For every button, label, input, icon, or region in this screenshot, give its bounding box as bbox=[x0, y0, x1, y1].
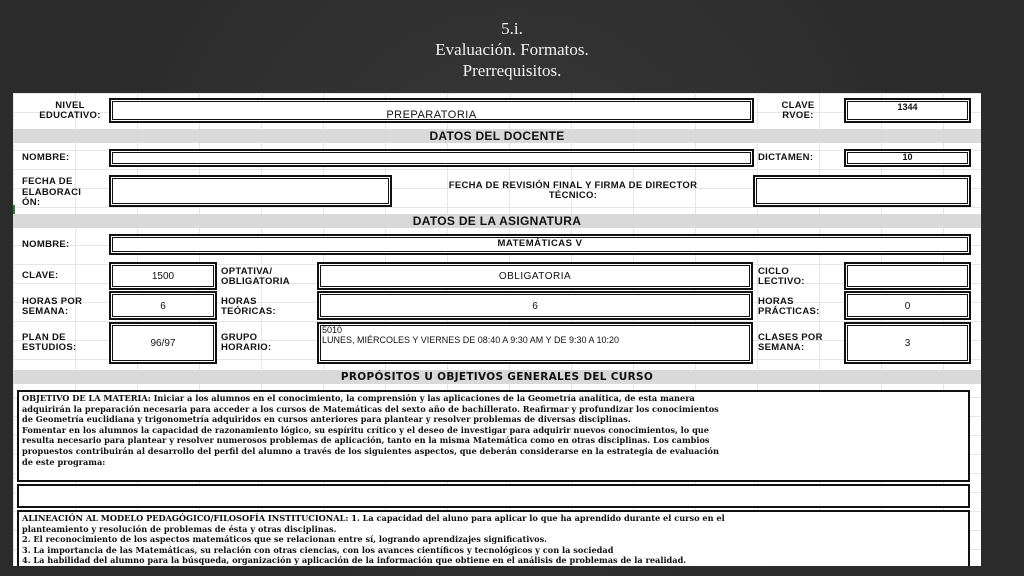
fecha-revision-field[interactable] bbox=[753, 175, 971, 207]
clave-value: 1500 bbox=[151, 271, 175, 282]
datos-asignatura-header: DATOS DE LA ASIGNATURA bbox=[13, 214, 981, 228]
slide-title-sub: Prerrequisitos. bbox=[462, 61, 562, 80]
horas-practicas-label: HORAS PRÁCTICAS: bbox=[758, 296, 820, 317]
horas-practicas-field[interactable] bbox=[844, 291, 971, 320]
ciclo-field[interactable] bbox=[844, 262, 971, 290]
slide-title-main: Evaluación. Formatos. bbox=[435, 40, 589, 59]
grupo-horario-field[interactable] bbox=[317, 322, 753, 364]
ciclo-label: CICLO LECTIVO: bbox=[758, 266, 805, 287]
spreadsheet-form bbox=[13, 93, 981, 566]
dictamen-label: DICTAMEN: bbox=[758, 152, 814, 163]
horas-teoricas-field[interactable] bbox=[317, 291, 753, 320]
asignatura-nombre-label: NOMBRE: bbox=[22, 239, 70, 250]
optativa-value: OBLIGATORIA bbox=[498, 271, 572, 282]
optativa-field[interactable] bbox=[317, 262, 753, 290]
clave-rvoe-value: 1344 bbox=[897, 102, 918, 112]
clases-semana-label: CLASES POR SEMANA: bbox=[758, 332, 823, 353]
propositos-header: PROPÓSITOS U OBJETIVOS GENERALES DEL CURSO bbox=[13, 370, 981, 384]
asignatura-nombre-value: MATEMÁTICAS V bbox=[497, 238, 583, 249]
empty-text-box[interactable] bbox=[17, 484, 970, 508]
slide-title bbox=[0, 18, 1024, 81]
plan-estudios-label: PLAN DE ESTUDIOS: bbox=[22, 332, 77, 353]
optativa-label: OPTATIVA/ OBLIGATORIA bbox=[221, 266, 290, 287]
plan-estudios-value: 96/97 bbox=[150, 338, 176, 349]
datos-docente-header: DATOS DEL DOCENTE bbox=[13, 129, 981, 143]
horas-teoricas-value: 6 bbox=[532, 301, 538, 312]
fecha-elaboracion-label: FECHA DE ELABORACI ÓN: bbox=[22, 176, 82, 208]
plan-estudios-field[interactable] bbox=[109, 322, 217, 364]
alineacion-modelo-text: ALINEACIÓN AL MODELO PEDAGÓGICO/FILOSOFÍA INSTITUCIONAL: 1. La capacidad del aluno para aplicar lo que ha aprendido durante el curso en el planteamiento y resolución de problemas de ésta y otras disciplinas. 2. El reconocimiento de los aspectos matemáticos que se relacionan entre sí, logrando aprendizajes significativos. 3. La importancia de las Matemáticas, su relación con otras ciencias, con los avances científicos y tecnológicos y con la sociedad 4. La habilidad del alumno para la búsqueda, organización y aplicación de la información que obtiene en el análisis de problemas de la realidad. bbox=[17, 510, 970, 566]
horas-practicas-value: 0 bbox=[904, 301, 911, 312]
docente-nombre-field[interactable] bbox=[109, 149, 754, 167]
clases-semana-field[interactable] bbox=[844, 322, 971, 364]
docente-nombre-label: NOMBRE: bbox=[22, 152, 70, 163]
clave-rvoe-field[interactable] bbox=[844, 98, 971, 123]
nivel-educativo-value: PREPARATORIA bbox=[386, 109, 477, 121]
horas-semana-field[interactable] bbox=[109, 291, 217, 320]
dictamen-field[interactable] bbox=[844, 149, 971, 167]
clave-rvoe-label: CLAVE RVOE: bbox=[781, 100, 815, 121]
nivel-educativo-field[interactable] bbox=[109, 98, 754, 123]
horas-teoricas-label: HORAS TEÓRICAS: bbox=[221, 296, 276, 317]
grupo-horario-label: GRUPO HORARIO: bbox=[221, 332, 272, 353]
slide-title-number: 5.i. bbox=[501, 19, 523, 38]
grupo-value: 5010 bbox=[322, 325, 343, 335]
clave-field[interactable] bbox=[109, 262, 217, 290]
asignatura-nombre-field[interactable] bbox=[109, 234, 971, 255]
horas-semana-label: HORAS POR SEMANA: bbox=[22, 296, 83, 317]
nivel-educativo-label: NIVEL EDUCATIVO: bbox=[39, 100, 101, 121]
fecha-elaboracion-field[interactable] bbox=[109, 175, 392, 207]
dictamen-value: 10 bbox=[902, 152, 913, 162]
fecha-revision-label: FECHA DE REVISIÓN FINAL Y FIRMA DE DIRECTOR TÉCNICO: bbox=[448, 180, 698, 201]
clave-label: CLAVE: bbox=[22, 270, 59, 281]
objetivo-materia-text: OBJETIVO DE LA MATERIA: Iniciar a los alumnos en el conocimiento, la comprensión y las aplicaciones de la Geometría analítica, de esta manera adquirirán la preparación necesaria para acceder a los cursos de Matemáticas del sexto año de bachillerato. Reafirmar y profundizar los conocimientos de Geometría euclidiana y trigonometría adquiridos en cursos anteriores para plantear y resolver problemas de diversas disciplinas. Fomentar en los alumnos la capacidad de razonamiento lógico, su espíritu crítico y el deseo de investigar para adquirir nuevos conocimientos, lo que resulta necesario para plantear y resolver numerosos problemas de aplicación, tanto en la misma Matemática como en otras disciplinas. Los cambios propuestos contribuirán al desarrollo del perfil del alumno a través de los siguientes aspectos, que deberán considerarse en la estrategia de evaluación de este programa: bbox=[17, 390, 970, 482]
clases-semana-value: 3 bbox=[904, 338, 911, 349]
horas-semana-value: 6 bbox=[160, 301, 166, 312]
horario-value: LUNES, MIÉRCOLES Y VIERNES DE 08:40 A 9:30 AM Y DE 9:30 A 10:20 bbox=[322, 335, 619, 345]
